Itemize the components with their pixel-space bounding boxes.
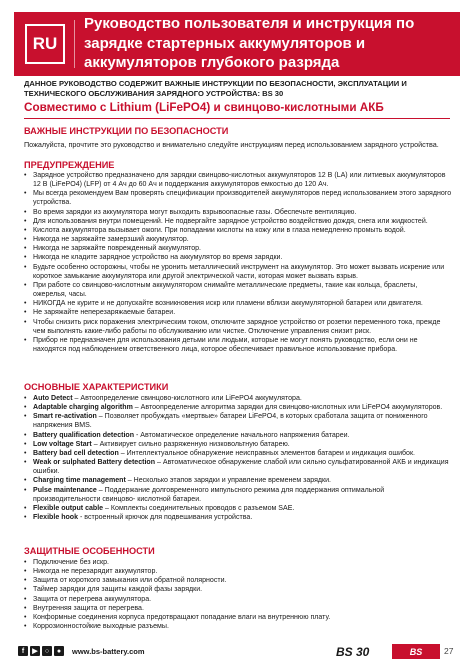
list-item: • НИКОГДА не курите и не допускайте возникновения искр или пламени вблизи аккумуляторной батареи или двигателя. xyxy=(24,299,452,308)
list-item: • Во время зарядки из аккумулятора могут выходить взрывоопасные газы. Обеспечьте вентиляцию. xyxy=(24,208,452,217)
feature-item xyxy=(24,449,452,458)
features-heading: ОСНОВНЫЕ ХАРАКТЕРИСТИКИ xyxy=(24,382,169,392)
feature-term: Auto Detect xyxy=(33,395,73,402)
feature-item xyxy=(24,394,452,403)
feature-desc: - Автоматическое определение начального напряжения батареи. xyxy=(134,431,350,439)
youtube-icon[interactable]: ▶ xyxy=(30,646,40,656)
list-item: • Зарядное устройство предназначено для зарядки свинцово-кислотных аккумуляторов 12 В (LA) или литиевых аккумуляторов 12 В (LiFePO4) (LFP) от 4 Ач до 60 Ач и поддержания аккумуляторов емкостью до 120 Ач. xyxy=(24,171,452,189)
feature-item xyxy=(24,440,452,449)
page-footer xyxy=(14,642,460,662)
list-item: • Никогда не заряжайте замерзший аккумулятор. xyxy=(24,235,452,244)
feature-item xyxy=(24,412,452,430)
feature-term: Battery qualification detection xyxy=(33,431,135,439)
feature-item xyxy=(24,458,452,476)
feature-item xyxy=(24,504,452,513)
feature-term: Battery bad cell detection xyxy=(33,449,119,457)
feature-term: Flexible output cable xyxy=(33,504,104,512)
header-divider xyxy=(74,20,75,68)
list-item: • Не заряжайте неперезаряжаемые батареи. xyxy=(24,308,452,317)
feature-item xyxy=(24,513,452,522)
list-item: • Кислота аккумулятора вызывает ожоги. При попадании кислоты на кожу или в глаза немедленно промыть водой. xyxy=(24,226,452,235)
feature-term: Weak or sulphated Battery detection xyxy=(33,459,156,467)
feature-desc: – Комплекты соединительных проводов с разъемом SAE. xyxy=(103,504,295,512)
protection-heading: ЗАЩИТНЫЕ ОСОБЕННОСТИ xyxy=(24,546,155,556)
feature-item xyxy=(24,431,452,440)
page-number: 27 xyxy=(444,646,454,656)
list-item: • Защита от перегрева аккумулятора. xyxy=(24,595,452,604)
list-item: • При работе со свинцово-кислотным аккумулятором снимайте металлические предметы, такие как кольца, браслеты, ожерелья, часы. xyxy=(24,281,452,299)
intro-text: ДАННОЕ РУКОВОДСТВО СОДЕРЖИТ ВАЖНЫЕ ИНСТРУКЦИИ ПО БЕЗОПАСНОСТИ, ЭКСПЛУАТАЦИИ И ТЕХНИЧЕСКОГО ОБСЛУЖИВАНИЯ ЗАРЯДНОГО УСТРОЙСТВА: BS 30 xyxy=(24,79,407,98)
model-logo: BS 30 xyxy=(336,645,370,659)
list-item: • Подключение без искр. xyxy=(24,558,452,567)
list-item: • Таймер зарядки для защиты каждой фазы зарядки. xyxy=(24,585,452,594)
list-item: • Будьте особенно осторожны, чтобы не уронить металлический инструмент на аккумулятор. Это может вызвать искрение или короткое замыкание аккумулятора или другой электрической части, которая может вызвать взрыв. xyxy=(24,263,452,281)
feature-desc: – Автоопределение алгоритма зарядки для свинцово-кислотных или LiFePO4 аккумуляторов. xyxy=(132,404,443,412)
warning-list xyxy=(24,171,452,354)
list-item: • Для использования внутри помещений. Не подвергайте зарядное устройство воздействию дождя, снега или жидкостей. xyxy=(24,217,452,226)
feature-desc: - встроенный крючок для подвешивания устройства. xyxy=(78,514,253,522)
feature-term: Charging time management xyxy=(33,477,126,485)
feature-desc: – Поддержание долговременного импульсного режима для поддержания оптимальной производительности свинцово- кислотной батареи. xyxy=(33,486,385,503)
list-item: • Коррозионностойкие выходные разъемы. xyxy=(24,622,452,631)
page-title: Руководство пользователя и инструкция по зарядке стартерных аккумуляторов и аккумуляторов глубокого разряда xyxy=(84,15,415,71)
feature-term: Smart re-activation xyxy=(33,413,97,421)
feature-term: Flexible hook xyxy=(33,514,79,522)
feature-term: Adaptable charging algorithm xyxy=(33,404,133,412)
feature-desc: – Интеллектуальное обнаружение неисправных элементов батареи и индикация ошибок. xyxy=(118,449,416,457)
brand-logo: BS xyxy=(392,644,440,659)
list-item: • Защита от короткого замыкания или обратной полярности. xyxy=(24,576,452,585)
feature-desc: – Автоопределение свинцово-кислотного или LiFePO4 аккумулятора. xyxy=(72,395,302,402)
safety-text: Пожалуйста, прочтите это руководство и внимательно следуйте инструкциям перед использованием зарядного устройства. xyxy=(24,140,439,149)
list-item: • Прибор не предназначен для использования детьми или людьми, которые не могут понять руководство, если они не находятся под наблюдением ответственного лица, которое обеспечивает правильное использование прибора. xyxy=(24,336,452,354)
list-item: • Никогда не заряжайте поврежденный аккумулятор. xyxy=(24,244,452,253)
facebook-icon[interactable]: f xyxy=(18,646,28,656)
feature-item xyxy=(24,476,452,485)
feature-desc: – Позволяет пробуждать «мертвые» батареи LiFePO4, в которых сработала защита от пониженного напряжения BMS. xyxy=(33,413,428,430)
feature-term: Low voltage Start xyxy=(33,440,92,448)
list-item: • Чтобы снизить риск поражения электрическим током, отключите зарядное устройство от розетки переменного тока, прежде чем выполнять какие-либо работы по обслуживанию или чистке. Отключение управления снизит риск. xyxy=(24,318,452,336)
feature-item xyxy=(24,486,452,504)
instagram-icon[interactable]: ○ xyxy=(42,646,52,656)
feature-desc: – Несколько этапов зарядки и управление временем зарядки. xyxy=(125,477,332,485)
list-item: • Внутренняя защита от перегрева. xyxy=(24,604,452,613)
feature-item xyxy=(24,403,452,412)
compatibility-subtitle: Совместимо с Lithium (LiFePO4) и свинцово-кислотными АКБ xyxy=(24,101,384,114)
section-divider xyxy=(24,118,450,119)
warning-heading: ПРЕДУПРЕЖДЕНИЕ xyxy=(24,160,115,170)
protection-list xyxy=(24,558,452,631)
language-badge: RU xyxy=(25,24,65,64)
safety-heading: ВАЖНЫЕ ИНСТРУКЦИИ ПО БЕЗОПАСНОСТИ xyxy=(24,126,229,136)
feature-desc: – Автоматическое обнаружение слабой или сильно сульфатированной АКБ и индикация ошибки. xyxy=(33,459,449,476)
social-icons xyxy=(18,646,64,656)
list-item: • Никогда не перезарядит аккумулятор. xyxy=(24,567,452,576)
feature-term: Pulse maintenance xyxy=(33,486,97,494)
features-list xyxy=(24,394,452,522)
list-item: • Никогда не кладите зарядное устройство на аккумулятор во время зарядки. xyxy=(24,253,452,262)
list-item: • Мы всегда рекомендуем Вам проверять спецификации производителей аккумуляторов перед использованием этого зарядного устройства. xyxy=(24,189,452,207)
web-icon[interactable]: ● xyxy=(54,646,64,656)
website-link[interactable]: www.bs-battery.com xyxy=(72,647,145,656)
feature-desc: – Активирует сильно разряженную низковольтную батарею. xyxy=(91,440,290,448)
list-item: • Конформные соединения корпуса предотвращают попадание влаги на внутреннюю плату. xyxy=(24,613,452,622)
